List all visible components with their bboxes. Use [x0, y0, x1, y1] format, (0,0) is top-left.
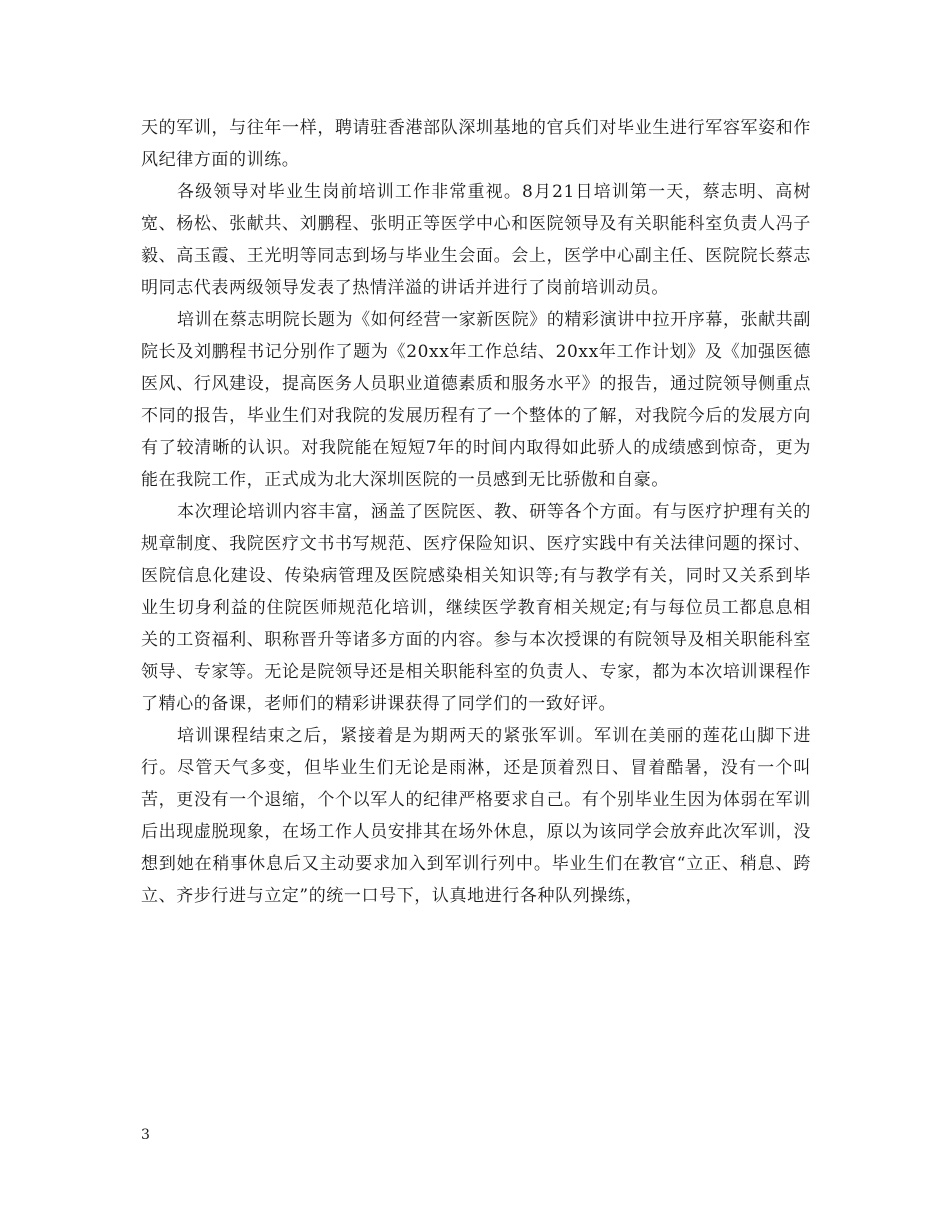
paragraph-opening-lecture: 培训在蔡志明院长题为《如何经营一家新医院》的精彩演讲中拉开序幕，张献共副院长及刘鹏程书记分别作了题为《20xx年工作总结、20xx年工作计划》及《加强医德医风、行风建设，提高医务人员职业道德素质和服务水平》的报告，通过院领导侧重点不同的报告，毕业生们对我院的发展历程有了一个整体的了解，对我院今后的发展方向有了较清晰的认识。对我院能在短短7年的时间内取得如此骄人的成绩感到惊奇，更为能在我院工作，正式成为北大深圳医院的一员感到无比骄傲和自豪。	[141, 310, 811, 490]
paragraph-continuation: 天的军训，与往年一样，聘请驻香港部队深圳基地的官兵们对毕业生进行军容军姿和作风纪律方面的训练。	[141, 118, 811, 170]
paragraph-military-training: 培训课程结束之后，紧接着是为期两天的紧张军训。军训在美丽的莲花山脚下进行。尽管天气多变，但毕业生们无论是雨淋，还是顶着烈日、冒着酷暑，没有一个叫苦，更没有一个退缩，个个以军人的纪律严格要求自己。有个别毕业生因为体弱在军训后出现虚脱现象，在场工作人员安排其在场外休息，原以为该同学会放弃此次军训，没想到她在稍事休息后又主动要求加入到军训行列中。毕业生们在教官“立正、稍息、跨立、齐步行进与立定”的统一口号下，认真地进行各种队列操练，	[141, 726, 811, 906]
page-number: 3	[141, 1127, 150, 1143]
document-body	[141, 112, 811, 912]
paragraph-leadership: 各级领导对毕业生岗前培训工作非常重视。8月21日培训第一天，蔡志明、高树宽、杨松、张献共、刘鹏程、张明正等医学中心和医院领导及有关职能科室负责人冯子毅、高玉霞、王光明等同志到场与毕业生会面。会上，医学中心副主任、医院院长蔡志明同志代表两级领导发表了热情洋溢的讲话并进行了岗前培训动员。	[141, 182, 811, 298]
paragraph-theory-training: 本次理论培训内容丰富，涵盖了医院医、教、研等各个方面。有与医疗护理有关的规章制度、我院医疗文书书写规范、医疗保险知识、医疗实践中有关法律问题的探讨、医院信息化建设、传染病管理及医院感染相关知识等;有与教学有关，同时又关系到毕业生切身利益的住院医师规范化培训，继续医学教育相关规定;有与每位员工都息息相关的工资福利、职称晋升等诸多方面的内容。参与本次授课的有院领导及相关职能科室领导、专家等。无论是院领导还是相关职能科室的负责人、专家，都为本次培训课程作了精心的备课，老师们的精彩讲课获得了同学们的一致好评。	[141, 502, 811, 714]
